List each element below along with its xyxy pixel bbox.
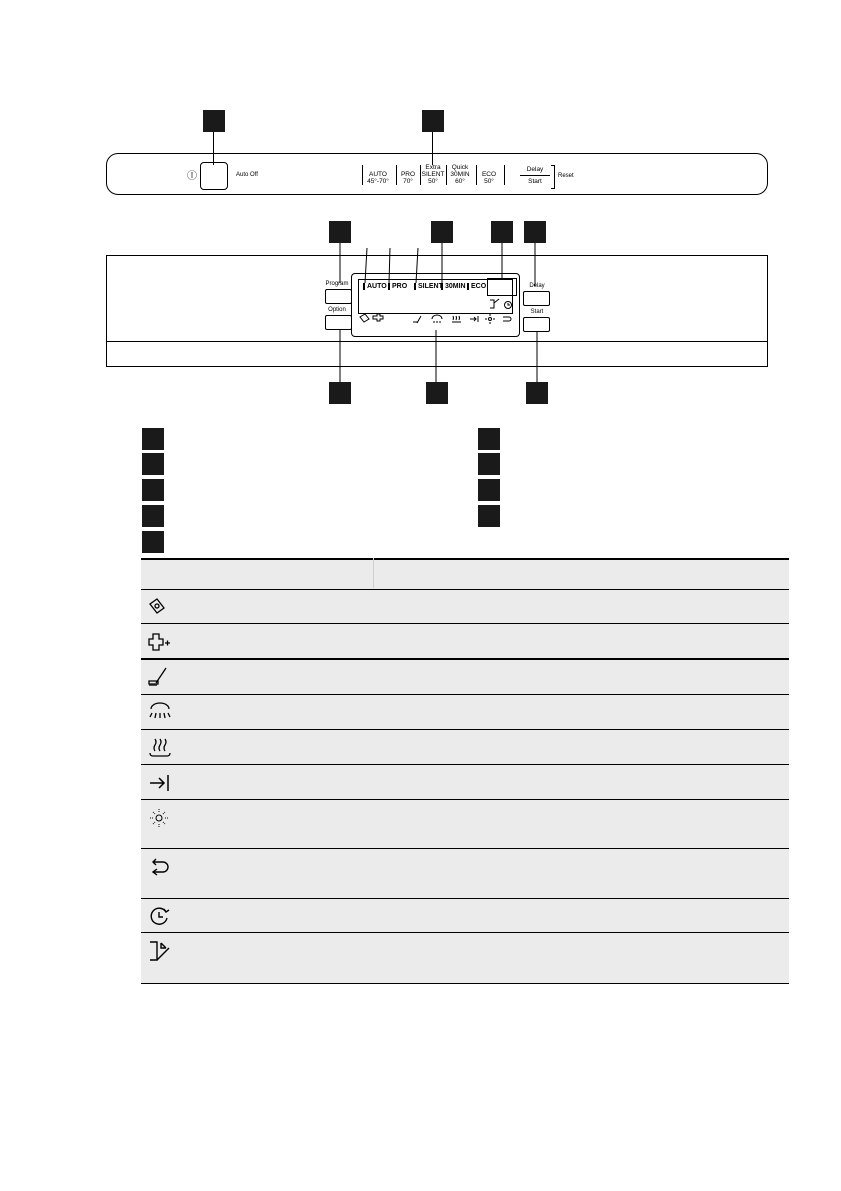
end-icon [147, 772, 173, 794]
table-row [141, 623, 789, 659]
drying-icon [147, 736, 173, 760]
table-row [141, 658, 789, 696]
display-program-auto: AUTO [363, 283, 387, 290]
table-row [141, 694, 789, 730]
program-button[interactable] [325, 289, 352, 304]
legend-key-9 [478, 505, 500, 527]
digital-display [487, 278, 517, 296]
loop-icon [147, 856, 173, 880]
callout-8 [426, 382, 448, 404]
program-extra-silent: Extra SILENT 50° [421, 164, 445, 185]
legend-key-8 [478, 479, 500, 501]
delay-clock-icon [147, 904, 173, 928]
callout-9 [526, 382, 548, 404]
display-program-eco: ECO [467, 283, 486, 290]
display-program-pro: PRO [388, 283, 407, 290]
legend-key-6 [478, 428, 500, 450]
table-row [141, 898, 789, 933]
legend-key-5 [142, 531, 164, 553]
legend-key-2 [142, 453, 164, 475]
table-row [141, 932, 789, 984]
legend-key-3 [142, 479, 164, 501]
delay-start-label: Delay Start [520, 166, 550, 185]
power-symbol: Ⓘ [187, 171, 197, 182]
reset-label: Reset [558, 173, 574, 179]
callout-7 [329, 382, 351, 404]
washing-phase-icon [147, 666, 171, 688]
rinse-aid-icon [147, 630, 173, 652]
display-program-silent: SILENT [414, 283, 443, 290]
legend-key-4 [142, 505, 164, 527]
salt-icon [147, 596, 167, 616]
table-column-divider [373, 558, 374, 588]
program-pro: PRO 70° [400, 171, 416, 185]
program-auto: AUTO 45°-70° [367, 171, 389, 185]
sun-icon [147, 806, 171, 830]
auto-off-label: Auto Off [236, 172, 258, 178]
legend-key-7 [478, 453, 500, 475]
table-header [141, 558, 789, 590]
table-row [141, 764, 789, 800]
display-program-30min: 30MIN [441, 283, 466, 290]
table-row [141, 589, 789, 623]
panel-lower-line [107, 341, 767, 342]
program-quick-30min: Quick 30MIN 60° [450, 164, 470, 185]
start-label: Start [530, 309, 544, 315]
delay-button[interactable] [523, 291, 550, 306]
delay-label: Delay [529, 283, 545, 289]
spray-icon [147, 700, 173, 724]
table-row [141, 848, 789, 899]
program-label: Program [325, 281, 349, 287]
door-icon [147, 939, 175, 965]
option-button[interactable] [325, 315, 352, 330]
table-row [141, 799, 789, 849]
legend-key-1 [142, 428, 164, 450]
option-label: Option [328, 307, 346, 313]
program-eco: ECO 50° [481, 171, 497, 185]
start-button[interactable] [523, 317, 550, 332]
table-row [141, 729, 789, 765]
display-icons [351, 295, 521, 335]
